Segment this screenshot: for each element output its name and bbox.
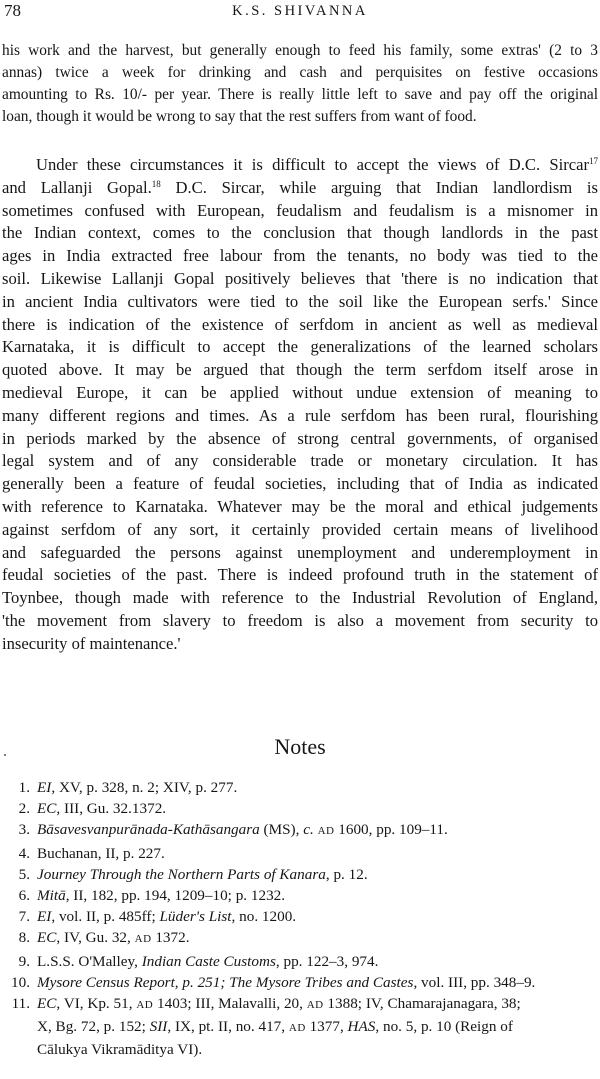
paragraph-line: in ancient India cultivators were tied to the soil like the European serfs.' Since [2, 291, 598, 311]
note-item [0, 819, 598, 842]
footnote-ref-17: 17 [589, 156, 598, 166]
paragraph-line: in periods marked by the absence of strong central governments, of organised [2, 428, 598, 448]
paragraph-line: quoted above. It may be argued that though the term serfdom itself arose in [2, 360, 598, 380]
running-head: K.S. SHIVANNA [232, 3, 368, 19]
note-item [0, 906, 598, 927]
quote-line: loan, though it would be wrong to say that the rest suffers from want of food. [2, 108, 477, 125]
note-number: 8. [18, 929, 30, 947]
page-number: 78 [4, 1, 21, 20]
note-italic: EI [37, 779, 52, 796]
note-text: (MS), [259, 821, 304, 839]
quote-line: his work and the harvest, but generally enough to feed his family, some extras' (2 to 3 [2, 42, 598, 59]
note-italic: SII [149, 1018, 168, 1036]
page-header [0, 0, 600, 24]
paragraph-line: insecurity of maintenance.' [2, 633, 181, 653]
note-text: , III, Gu. 32.1372. [56, 800, 167, 818]
note-text: , vol. II, p. 485ff; [51, 908, 160, 926]
note-text: , VI, Kp. 51, [56, 995, 137, 1013]
paragraph-line: 'the movement from slavery to freedom is also a movement from security to [2, 610, 598, 630]
paragraph-text: Under these circumstances it is difficult to accept the views of D.C. Sircar [36, 155, 589, 174]
note-text: 1403; III, Malavalli, 20, [153, 995, 307, 1013]
note-number: 1. [18, 779, 30, 796]
note-text: , IX, pt. II, no. 417, [167, 1018, 289, 1036]
note-italic: EC [37, 995, 57, 1013]
note-text: , vol. III, pp. 348–9. [413, 973, 536, 991]
note-era: AD [317, 825, 335, 838]
note-item [0, 972, 598, 993]
note-continuation [0, 1039, 598, 1060]
note-era: AD [136, 999, 154, 1012]
note-text: , no. 5, p. 10 (Reign of [375, 1018, 513, 1036]
note-text: , XV, p. 328, n. 2; XIV, p. 277. [51, 779, 238, 796]
note-number: 9. [18, 952, 30, 970]
note-text: Cālukya Vikramāditya VI). [37, 1041, 203, 1059]
note-text: 1377, [305, 1018, 348, 1036]
paragraph-line: against serfdom of any sort, it certainly provided certain means of livelihood [2, 519, 598, 539]
note-italic: Mysore Census Report, p. 251; The Mysore Tribes and Castes [37, 973, 414, 991]
note-text: 1372. [151, 929, 190, 947]
paragraph-line: Toynbee, though made with reference to the Industrial Revolution of England, [2, 588, 598, 608]
note-italic: Lüder's List [159, 908, 232, 926]
note-item [0, 777, 598, 798]
paragraph-line: generally been a feature of feudal societies, including that of India as indicated [2, 474, 598, 494]
quote-line: amounting to Rs. 10/- per year. There is really little left to save and pay off the original [2, 86, 598, 103]
footnote-ref-18: 18 [151, 178, 161, 189]
paragraph-line: with reference to Karnataka. Whatever may be the moral and ethical judgements [2, 496, 598, 516]
paragraph-line: ages in India extracted free labour from the tenants, no body was tied to the [2, 246, 598, 266]
note-italic: Bāsavesvanpurānada-Kathāsangara [37, 821, 260, 839]
paragraph-line [2, 177, 598, 200]
note-number: 6. [18, 887, 30, 905]
paragraph-text: D.C. Sircar, while arguing that Indian landlordism is [160, 177, 598, 197]
quote-line: annas) twice a week for drinking and cash and perquisites on festive occasions [2, 64, 598, 81]
note-item [0, 843, 598, 864]
note-era: AD [288, 1022, 306, 1035]
paragraph-text: and Lallanji Gopal. [2, 177, 152, 197]
note-text: , pp. 122–3, 974. [275, 952, 379, 970]
body-paragraph [2, 154, 598, 656]
note-italic: Mitā [37, 887, 66, 905]
paragraph-line: feudal societies of the past. There is indeed profound truth in the statement of [2, 565, 598, 585]
paragraph-line: sometimes confused with European, feudalism and feudalism is a misnomer in [2, 200, 598, 220]
notes-heading: Notes [274, 734, 326, 759]
note-text: , IV, Gu. 32, [56, 929, 135, 947]
note-text: X, Bg. 72, p. 152; [37, 1018, 150, 1036]
paragraph-line: many different regions and times. As a rule serfdom has been rural, flourishing [2, 405, 598, 425]
note-era: AD [306, 999, 324, 1012]
note-italic: EC [37, 929, 57, 947]
note-item [0, 993, 598, 1016]
paragraph-line: medieval Europe, it can be applied without undue extension of meaning to [2, 382, 598, 402]
paragraph-line: soil. Likewise Lallanji Gopal positively believes that 'there is no indication that [2, 268, 598, 288]
note-text: 1600, pp. 109–11. [334, 821, 448, 839]
note-continuation [0, 1016, 598, 1039]
note-era: AD [134, 933, 152, 946]
paragraph-line: and safeguarded the persons against unemployment and underemployment in [2, 542, 598, 562]
note-italic: Indian Caste Customs [141, 952, 276, 970]
note-italic: Journey Through the Northern Parts of Kanara [37, 865, 326, 883]
note-italic: c. [303, 821, 314, 839]
note-number: 4. [18, 844, 30, 862]
note-italic: EC [37, 800, 57, 818]
note-text: L.S.S. O'Malley, [37, 952, 142, 970]
paragraph-line [2, 154, 598, 177]
note-item [0, 885, 598, 906]
note-item [0, 798, 598, 819]
note-italic: HAS [347, 1018, 376, 1036]
note-text: , no. 1200. [231, 908, 297, 926]
note-number: 10. [11, 973, 30, 991]
note-item [0, 864, 598, 885]
note-number: 7. [18, 908, 30, 926]
note-item [0, 927, 598, 950]
note-text: , p. 12. [325, 865, 368, 883]
note-text: 1388; IV, Chamarajanagara, 38; [323, 995, 521, 1013]
note-italic: EI [37, 908, 52, 926]
paragraph-line: Karnataka, it is difficult to accept the generalizations of the learned scholars [2, 337, 598, 357]
note-text: , II, 182, pp. 194, 1209–10; p. 1232. [65, 887, 286, 905]
paragraph-line: legal system and of any considerable trade or monetary circulation. It has [2, 451, 598, 471]
note-number: 2. [18, 800, 30, 818]
note-number: 11. [11, 995, 30, 1013]
note-text: Buchanan, II, p. 227. [37, 844, 165, 862]
note-number: 5. [18, 865, 30, 883]
quote-block [2, 40, 598, 128]
note-item [0, 951, 598, 972]
note-number: 3. [18, 821, 30, 839]
paragraph-line: there is indication of the existence of serfdom in ancient as well as medieval [2, 314, 598, 334]
paragraph-line: the Indian context, comes to the conclusion that though landlords in the past [2, 223, 598, 243]
notes-list [0, 777, 598, 1061]
